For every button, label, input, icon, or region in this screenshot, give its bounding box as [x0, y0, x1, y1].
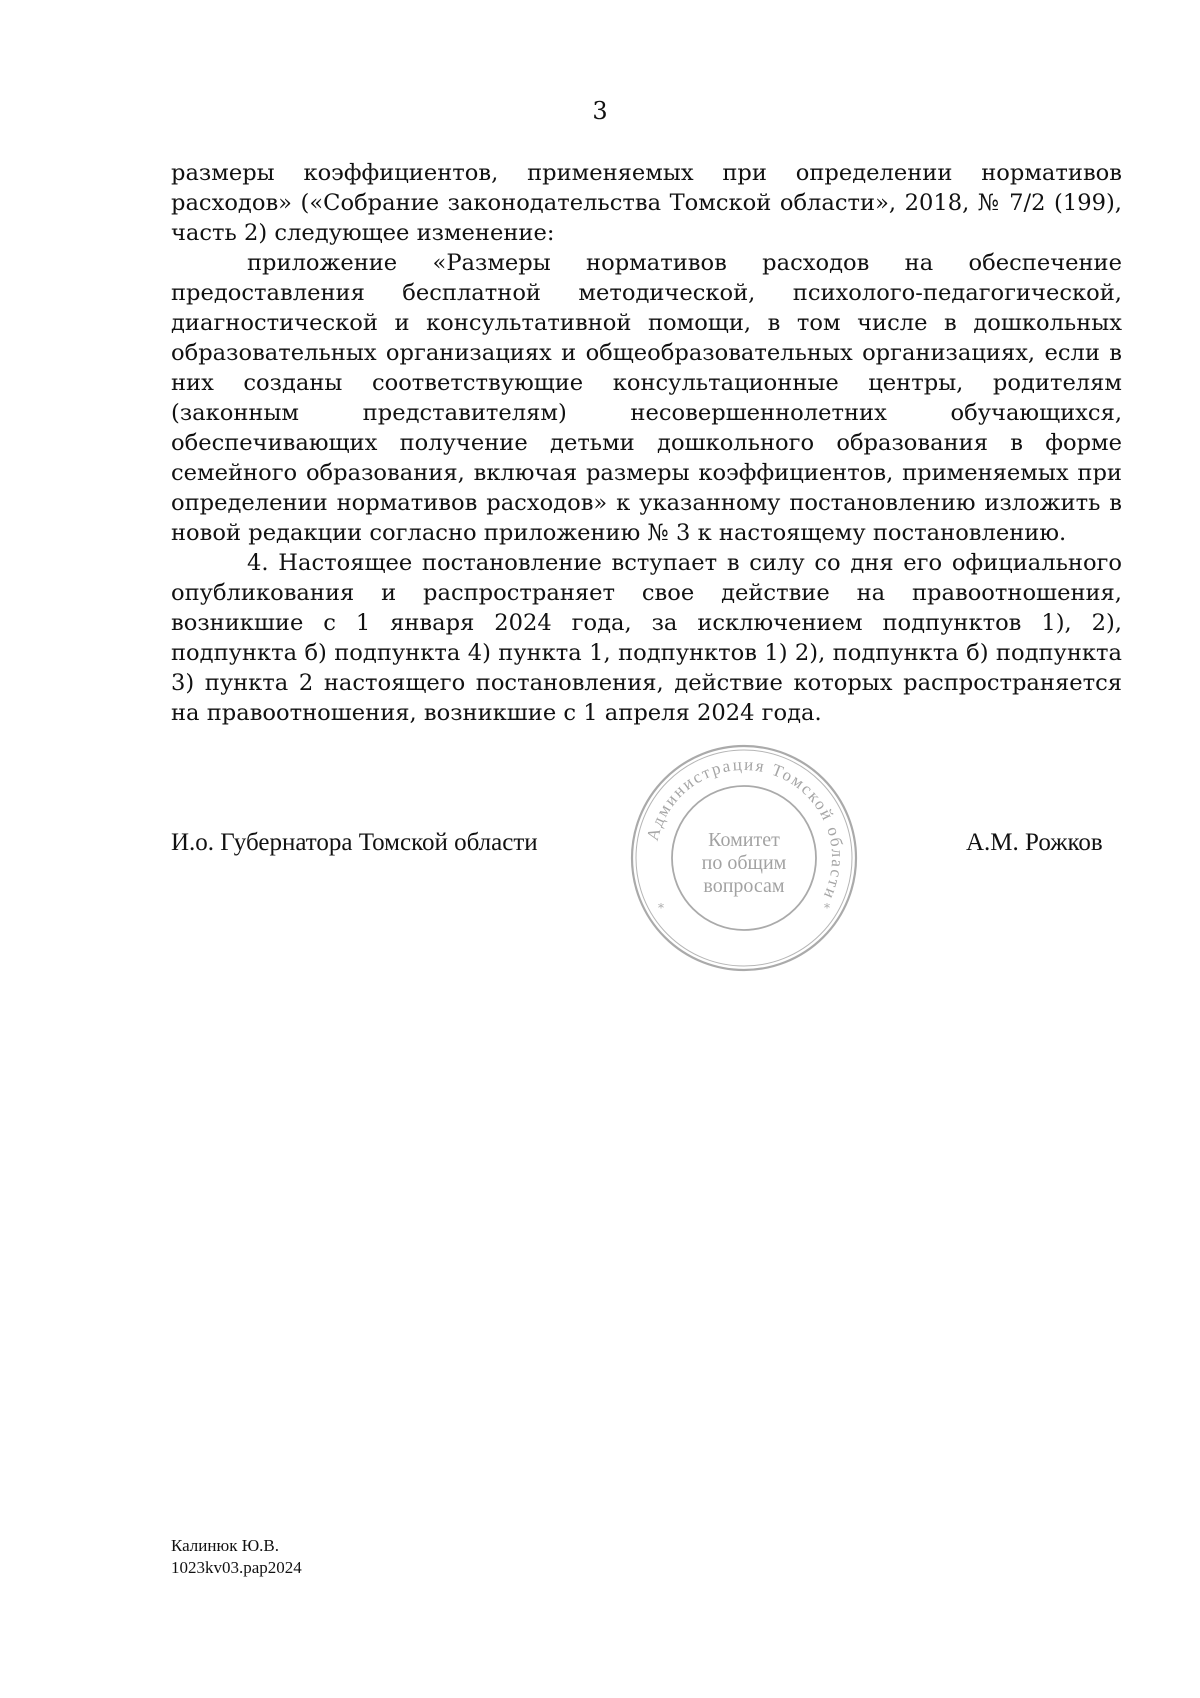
- document-body: [171, 158, 1122, 728]
- seal-line-2: по общим: [701, 852, 787, 874]
- svg-text:*: *: [658, 901, 664, 915]
- seal-outer-text: Администрация Томской области: [642, 754, 848, 904]
- seal-line-1: Комитет: [708, 829, 780, 851]
- file-code: 1023kv03.pap2024: [171, 1558, 302, 1577]
- signatory-position: И.о. Губернатора Томской области: [171, 829, 538, 856]
- executor-name: Калинюк Ю.В.: [171, 1536, 280, 1555]
- signatory-name: А.М. Рожков: [966, 829, 1103, 856]
- footer: [171, 1535, 302, 1579]
- official-seal: [628, 742, 860, 974]
- seal-line-3: вопросам: [703, 875, 785, 897]
- paragraph-item-4: 4. Настоящее постановление вступает в силу со дня его официального опубликования и распространяет свое действие на правоотношения, возникшие с 1 января 2024 года, за исключением подпунктов 1), 2), подпункта б) подпункта 4) пункта 1, подпунктов 1) 2), подпункта б) подпункта 3) пункта 2 настоящего постановления, действие которых распространяется на правоотношения, возникшие с 1 апреля 2024 года.: [171, 550, 1122, 726]
- paragraph-appendix: приложение «Размеры нормативов расходов на обеспечение предоставления бесплатной методической, психолого-педагогической, диагностической и консультативной помощи, в том числе в дошкольных образовательных организациях и общеобразовательных организациях, если в них созданы соответствующие консультационные центры, родителям (законным представителям) несовершеннолетних обучающихся, обеспечивающих получение детьми дошкольного образования в форме семейного образования, включая размеры коэффициентов, применяемых при определении нормативов расходов» к указанному постановлению изложить в новой редакции согласно приложению № 3 к настоящему постановлению.: [171, 250, 1122, 546]
- page-number: 3: [592, 97, 608, 125]
- svg-text:*: *: [824, 901, 830, 915]
- paragraph-continuation: размеры коэффициентов, применяемых при определении нормативов расходов» («Собрание законодательства Томской области», 2018, № 7/2 (199), часть 2) следующее изменение:: [171, 160, 1122, 246]
